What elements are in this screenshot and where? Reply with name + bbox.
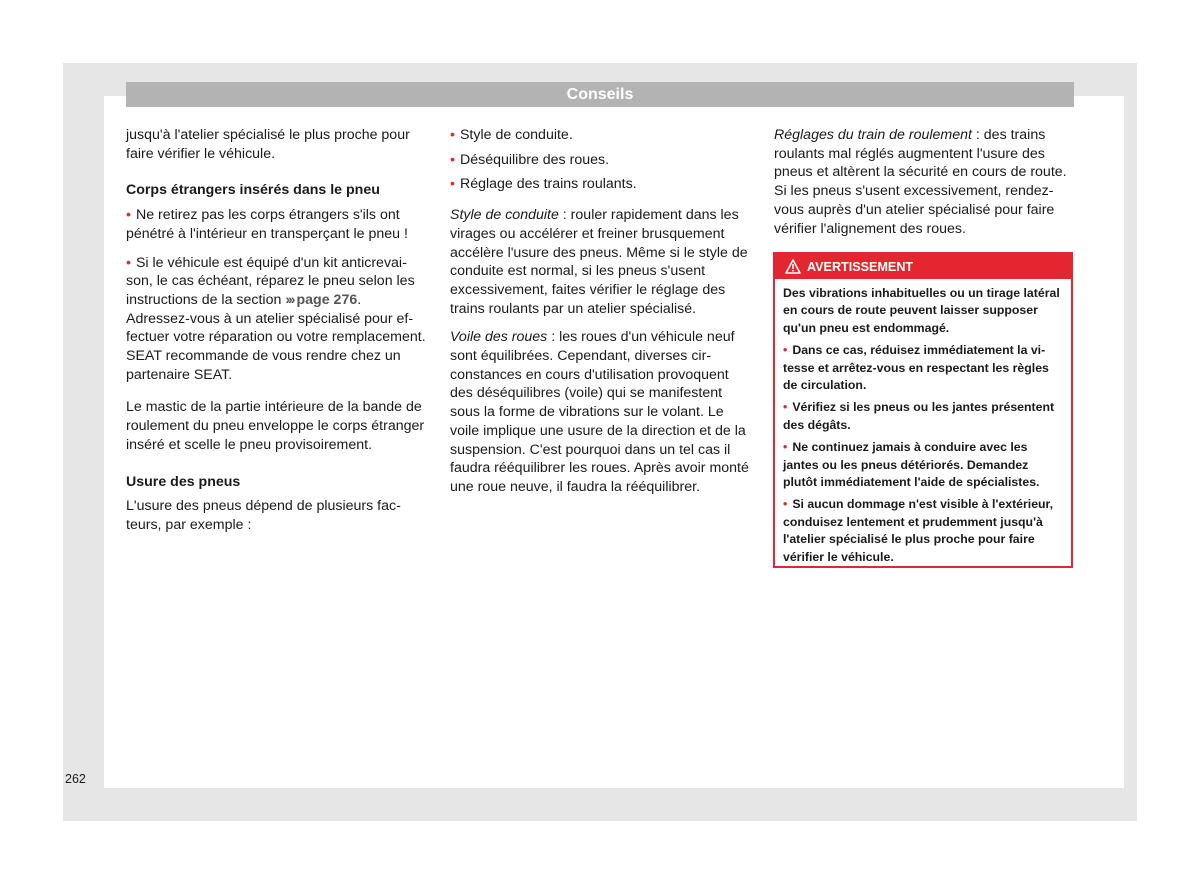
bullet-item: • Si le véhicule est équipé d'un kit anticrevaison, le cas échéant, réparez le pneu selon les instructions de la section ››› page 276. Adressez-vous à un atelier spécialisé pour effectuer votre réparation ou votre remplacement. SEAT recommande de vous rendre chez un partenaire SEAT. [126, 254, 426, 385]
paragraph-driving-style: Style de conduite : rouler rapidement dans les virages ou accélérer et freiner brusquement accélère l'usure des pneus. Même si le style de conduite est normal, si les pneus s'usent excessivement, faites vérifier le réglage des trains roulants par un atelier spécialisé. [450, 207, 748, 317]
bullet-item: • Ne retirez pas les corps étrangers s'ils ont pénétré à l'intérieur en transperçant le pneu ! [126, 206, 426, 243]
paragraph-wheel-wobble: Voile des roues : les roues d'un véhicule neuf sont équilibrées. Cependant, diverses circonstances en cours d'utilisation provoquent des déséquilibres (voile) qui se manifestent sous la forme de vibrations sur le volant. Le voile implique une usure de la direction et de la suspension. C'est pourquoi dans un tel cas il faudra rééquilibrer les roues. Après avoir monté une roue neuve, il faudra la rééquilibrer. [450, 329, 749, 495]
paragraph-alignment: Réglages du train de roulement : des trains roulants mal réglés augmentent l'usure des pneus et altèrent la sécurité en cours de route. Si les pneus s'usent excessivement, rendez-vous auprès d'un atelier spécialisé pour faire vérifier l'alignement des roues. [774, 127, 1067, 237]
page-number: 262 [65, 772, 86, 786]
page-link[interactable]: page 276 [296, 291, 358, 308]
warning-bullet: • Si aucun dommage n'est visible à l'extérieur, conduisez lentement et prudemment jusqu'à l'atelier spécialisé le plus proche pour faire vérifier le véhicule. [783, 496, 1063, 566]
warning-bullet: • Vérifiez si les pneus ou les jantes présentent des dégâts. [783, 399, 1063, 434]
paragraph: L'usure des pneus dépend de plusieurs facteurs, par exemple : [126, 498, 401, 533]
paragraph: jusqu'à l'atelier spécialisé le plus proche pour faire vérifier le véhicule. [126, 127, 410, 162]
warning-title: AVERTISSEMENT [807, 260, 914, 274]
list-item: • Style de conduite. [450, 126, 752, 145]
list-item: • Réglage des trains roulants. [450, 175, 752, 194]
warning-header [775, 254, 1071, 279]
warning-bullet: • Dans ce cas, réduisez immédiatement la vitesse et arrêtez-vous en respectant les règles de circulation. [783, 342, 1063, 394]
chevrons-right-icon: ››› [285, 291, 294, 308]
paragraph: Le mastic de la partie intérieure de la bande de roulement du pneu enveloppe le corps étranger inséré et scelle le pneu provisoirement. [126, 399, 425, 453]
column-3 [774, 126, 1074, 248]
section-header: Conseils [126, 82, 1074, 107]
heading-foreign-bodies: Corps étrangers insérés dans le pneu [126, 182, 380, 199]
column-1 [126, 126, 426, 545]
warning-triangle-icon [785, 259, 801, 274]
column-2 [450, 126, 752, 507]
warning-bullet: • Ne continuez jamais à conduire avec les jantes ou les pneus détériorés. Demandez plutôt immédiatement l'aide de spécialistes. [783, 439, 1063, 491]
list-item: • Déséquilibre des roues. [450, 151, 752, 170]
warning-body [775, 279, 1071, 566]
warning-intro: Des vibrations inhabituelles ou un tirage latéral en cours de route peuvent laisser supposer qu'un pneu est endommagé. [783, 286, 1060, 335]
heading-tire-wear: Usure des pneus [126, 473, 241, 490]
warning-box [773, 252, 1073, 568]
